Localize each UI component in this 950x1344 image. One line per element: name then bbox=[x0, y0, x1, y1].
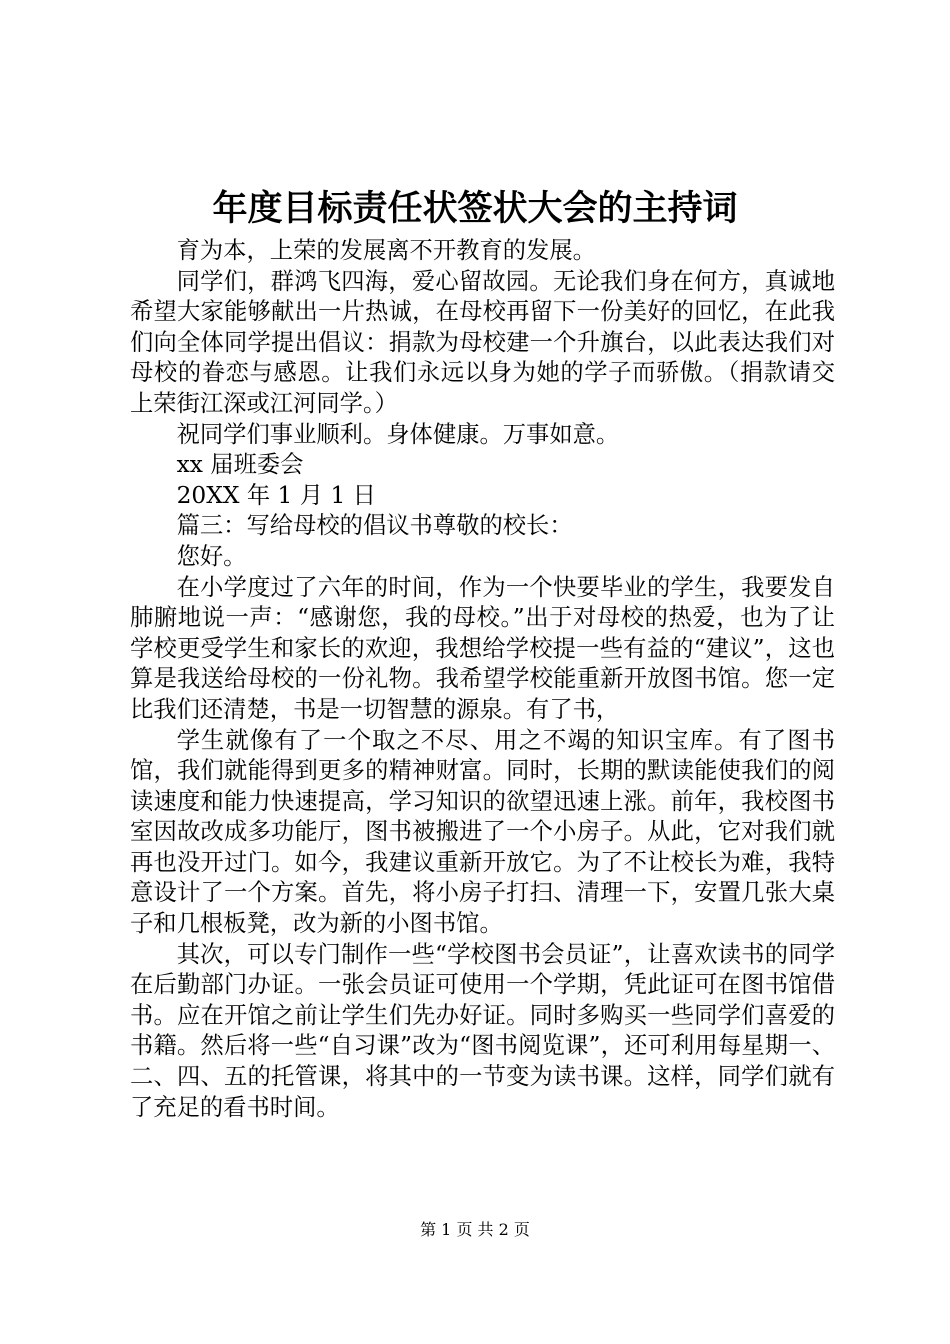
page-footer: 第 1 页 共 2 页 bbox=[420, 1220, 530, 1239]
paragraph: 学生就像有了一个取之不尽、用之不竭的知识宝库。有了图书馆，我们就能得到更多的精神财富。同时，长期的默读能使我们的阅读速度和能力快速提高，学习知识的欲望迅速上涨。前年，我校图书室因故改成多功能厅，图书被搬进了一个小房子。从此，它对我们就再也没开过门。如今，我建议重新开放它。为了不让校长为难，我特意设计了一个方案。首先，将小房子打扫、清理一下，安置几张大桌子和几根板凳，改为新的小图书馆。 bbox=[130, 726, 835, 938]
paragraph: 同学们，群鸿飞四海，爱心留故园。无论我们身在何方，真诚地希望大家能够献出一片热诚，在母校再留下一份美好的回忆，在此我们向全体同学提出倡议：捐款为母校建一个升旗台，以此表达我们对母校的眷恋与感恩。让我们永远以身为她的学子而骄傲。（捐款请交上荣街江深或江河同学。） bbox=[130, 267, 835, 417]
paragraph: 其次，可以专门制作一些“学校图书会员证”，让喜欢读书的同学在后勤部门办证。一张会员证可使用一个学期，凭此证可在图书馆借书。应在开馆之前让学生们先办好证。同时多购买一些同学们喜爱的书籍。然后将一些“自习课”改为“图书阅览课”，还可利用每星期一、二、四、五的托管课，将其中的一节变为读书课。这样，同学们就有了充足的看书时间。 bbox=[130, 940, 835, 1121]
paragraph: 20XX 年 1 月 1 日 bbox=[176, 481, 376, 509]
paragraph: 在小学度过了六年的时间，作为一个快要毕业的学生，我要发自肺腑地说一声：“感谢您，我的母校。”出于对母校的热爱，也为了让学校更受学生和家长的欢迎，我想给学校提一些有益的“建议”，这也算是我送给母校的一份礼物。我希望学校能重新开放图书馆。您一定比我们还清楚，书是一切智慧的源泉。有了书， bbox=[130, 573, 835, 723]
paragraph: 祝同学们事业顺利。身体健康。万事如意。 bbox=[176, 420, 620, 448]
paragraph: xx 届班委会 bbox=[176, 451, 304, 479]
paragraph: 育为本，上荣的发展离不开教育的发展。 bbox=[176, 237, 596, 264]
document-body bbox=[130, 236, 835, 1123]
document-title: 年度目标责任状签状大会的主持词 bbox=[212, 189, 738, 229]
paragraph: 篇三：写给母校的倡议书尊敬的校长： bbox=[176, 512, 573, 540]
paragraph: 您好。 bbox=[176, 542, 247, 570]
